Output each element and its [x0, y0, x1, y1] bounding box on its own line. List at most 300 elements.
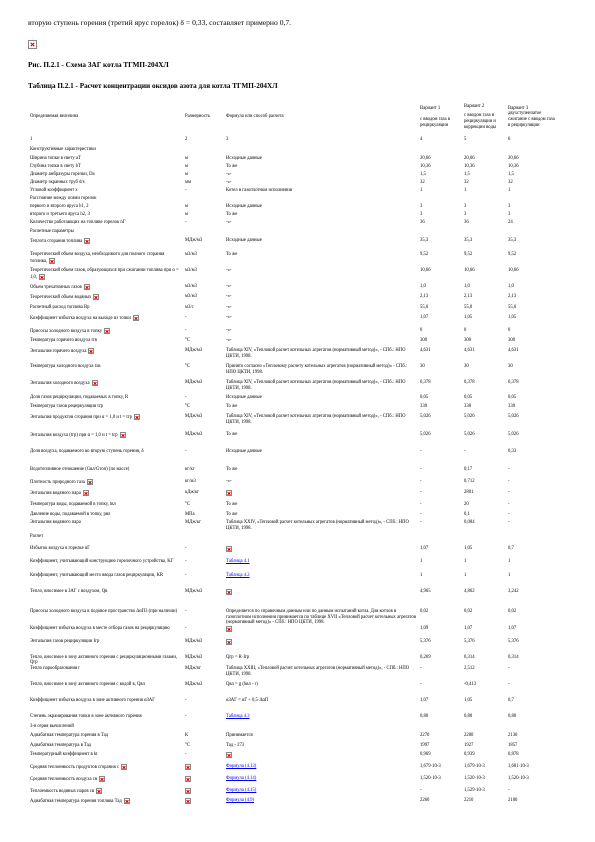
cell-formula	[224, 137, 418, 147]
cell-unit	[183, 137, 224, 147]
cell-formula-text[interactable]: Формула (4.9)	[226, 797, 254, 803]
cell-variant-1	[418, 188, 462, 196]
cell-formula	[224, 380, 418, 395]
cell-variant-3	[506, 764, 560, 776]
cell-unit-text: -	[185, 315, 187, 320]
cell-name	[28, 788, 183, 798]
broken-image-icon	[84, 238, 90, 244]
cell-name	[28, 655, 183, 666]
cell-variant-1	[418, 490, 462, 502]
cell-formula-text: То же	[226, 467, 238, 472]
cell-unit	[183, 338, 224, 348]
cell-name-text: Средняя теплоемкость воздуха св	[30, 777, 98, 783]
cell-variant-3-text: 0,378	[508, 380, 519, 385]
table-row	[28, 294, 560, 305]
cell-variant-2-text: 330	[464, 404, 472, 409]
cell-variant-3	[506, 520, 560, 534]
cell-unit	[183, 733, 224, 743]
cell-variant-2	[462, 172, 506, 180]
table-row	[28, 573, 560, 589]
cell-name-text: Расстояние между осями горелок	[30, 196, 97, 201]
cell-name-text: Энтальпия газов рециркуляции Iгр	[30, 638, 100, 644]
cell-formula-text[interactable]: Формула (4.15)	[226, 787, 257, 793]
cell-variant-1	[418, 520, 462, 534]
cell-formula	[224, 414, 418, 432]
cell-formula	[224, 404, 418, 414]
cell-variant-2	[462, 180, 506, 188]
cell-variant-3	[506, 467, 560, 479]
cell-unit	[183, 724, 224, 733]
cell-variant-3	[506, 479, 560, 490]
cell-variant-1	[418, 252, 462, 268]
cell-formula-text: Исходные данные	[226, 156, 262, 161]
broken-image-icon	[185, 764, 191, 770]
cell-variant-2-text: 5,376	[464, 638, 475, 644]
cell-variant-2-text: 1	[464, 573, 467, 578]
cell-formula	[224, 589, 418, 609]
cell-variant-1-text: 36	[420, 220, 425, 225]
cell-variant-2	[462, 328, 506, 338]
cell-formula-text[interactable]: Формула (4.13)	[226, 763, 257, 769]
broken-image-icon	[83, 490, 89, 496]
broken-image-icon	[88, 348, 94, 354]
table-row	[28, 682, 560, 698]
cell-unit-text: МДж/м3	[185, 589, 203, 594]
cell-unit	[183, 609, 224, 626]
cell-formula-text[interactable]: Таблица 4.2	[226, 573, 250, 578]
cell-variant-3-text: 24	[508, 220, 513, 225]
cell-variant-2-text: 0,378	[464, 380, 475, 385]
cell-unit	[183, 788, 224, 798]
cell-variant-2	[462, 395, 506, 404]
cell-formula	[224, 395, 418, 404]
cell-variant-3	[506, 212, 560, 220]
cell-formula	[224, 520, 418, 534]
cell-unit-text: -	[185, 573, 187, 578]
cell-formula-text: -«-	[226, 268, 232, 273]
cell-variant-1	[418, 172, 462, 180]
cell-formula	[224, 238, 418, 252]
cell-formula	[224, 172, 418, 180]
cell-formula	[224, 348, 418, 364]
cell-variant-3	[506, 380, 560, 395]
cell-name	[28, 724, 183, 733]
cell-formula	[224, 268, 418, 284]
cell-variant-3	[506, 655, 560, 666]
cell-formula-text: Таблица XXIII, «Тепловой расчет котельных агрегатов (нормативный метод)», - СПб.: НПО ЦКТИ, 1998.	[226, 665, 410, 677]
table-row	[28, 238, 560, 252]
cell-unit	[183, 220, 224, 229]
cell-name	[28, 559, 183, 573]
cell-variant-1	[418, 220, 462, 229]
cell-variant-3-text: 1,05	[508, 315, 517, 320]
cell-variant-3	[506, 666, 560, 682]
table-row	[28, 284, 560, 294]
cell-unit-text: МДж/кг	[185, 520, 202, 525]
cell-variant-2-text: 0,939	[464, 751, 475, 757]
cell-variant-3	[506, 364, 560, 380]
cell-variant-3-text: 1,0	[508, 284, 514, 289]
cell-variant-2	[462, 609, 506, 626]
cell-unit	[183, 752, 224, 764]
cell-name-text: Расчет	[30, 534, 44, 539]
cell-name-text: Теоретический объем воздуха, необходимого для полного сгорания топлива,	[30, 252, 165, 264]
cell-variant-3	[506, 284, 560, 294]
cell-variant-2	[462, 196, 506, 204]
cell-variant-3	[506, 196, 560, 204]
cell-unit-text: МДж/кг	[185, 665, 202, 671]
cell-variant-2-text: 4,631	[464, 348, 475, 353]
broken-image-icon	[96, 788, 102, 794]
cell-variant-1-text: -	[420, 520, 422, 525]
cell-unit-text: -	[185, 328, 187, 333]
cell-unit	[183, 655, 224, 666]
cell-variant-3	[506, 512, 560, 520]
cell-variant-1	[418, 733, 462, 743]
cell-formula-text: То же	[226, 502, 238, 507]
cell-name-text: Температурный коэффициент в kt	[30, 751, 98, 757]
cell-variant-1	[418, 512, 462, 520]
cell-variant-3	[506, 328, 560, 338]
cell-name	[28, 395, 183, 404]
cell-unit-text: -	[185, 220, 187, 225]
cell-unit-text: МДж/м3	[185, 414, 203, 419]
table-row	[28, 559, 560, 573]
table-row	[28, 212, 560, 220]
broken-image-icon	[133, 315, 139, 321]
cell-variant-2-text: 0,084	[464, 520, 475, 525]
broken-image-icon	[92, 380, 98, 386]
table-row	[28, 479, 560, 490]
cell-formula	[224, 546, 418, 559]
cell-variant-2-text: 30	[464, 364, 469, 369]
cell-variant-1-text: -	[420, 681, 422, 687]
cell-name-text: Избыток воздуха в горелке αГ	[30, 546, 90, 551]
cell-formula	[224, 666, 418, 682]
broken-image-icon	[87, 479, 93, 485]
variant-1-subtitle: с вводом газа в рециркуляции	[420, 117, 450, 128]
cell-formula	[224, 490, 418, 502]
table-row	[28, 609, 560, 626]
cell-unit-text: °С	[185, 338, 191, 343]
cell-unit-text: мм	[185, 180, 191, 185]
variant-2-title: Вариант 2	[464, 103, 485, 109]
cell-unit-text: м	[185, 164, 188, 169]
cell-variant-3	[506, 147, 560, 156]
cell-variant-2-text: 0	[464, 328, 467, 333]
table-row	[28, 348, 560, 364]
cell-variant-3	[506, 315, 560, 328]
cell-formula-text: Котел в газоплотном исполнении	[226, 188, 293, 193]
broken-image-icon	[226, 546, 232, 552]
cell-variant-3-text: 1	[508, 573, 511, 578]
cell-name-text: Тепло парообразования r	[30, 665, 80, 671]
cell-name	[28, 414, 183, 432]
cell-formula	[224, 204, 418, 212]
cell-variant-2-text: 0,80	[464, 713, 473, 719]
cell-unit-text: -	[185, 713, 187, 719]
cell-variant-3-text: 1	[508, 559, 511, 564]
cell-name-text: Коэффициент избытка воздуха в месте отбора газов на рециркуляцию	[30, 625, 170, 631]
cell-variant-1	[418, 137, 462, 147]
cell-unit	[183, 328, 224, 338]
cell-variant-1-text: 5,376	[420, 638, 431, 644]
cell-formula-text: Определяется по справочным данным или по данным испытаний котла. Для котлов в газоплотном исполнении принимается по таблице XVII «Тепловой расчет котельных агрегатов (нормативный метод)» - СПб.: НПО ЦКТИ, 1998.	[226, 609, 416, 626]
header-variant-2	[462, 97, 506, 137]
cell-variant-1-text: 5,026	[420, 432, 431, 437]
broken-image-icon	[124, 798, 130, 804]
cell-name-text: Коэффициент, учитывающий место ввода газов рециркуляции, KR	[30, 573, 163, 578]
cell-name-text: Давление воды, подаваемой в топку, pвл	[30, 512, 111, 517]
cell-variant-3	[506, 609, 560, 626]
cell-formula-text: αЗАГ = αГ + 0,5·ΔαП	[226, 697, 269, 703]
cell-variant-3	[506, 534, 560, 546]
table-row	[28, 395, 560, 404]
cell-formula-text[interactable]: Формула (4.14)	[226, 775, 257, 781]
cell-variant-1	[418, 573, 462, 589]
cell-unit-text: м3/м3	[185, 284, 197, 289]
cell-name-text: Адиабатная температура горения в Тад	[30, 732, 109, 738]
cell-name	[28, 490, 183, 502]
cell-name	[28, 294, 183, 305]
cell-name	[28, 164, 183, 172]
cell-name-text: Энтальпия воздуха (tгр) при α = 1,0 и t = tгр	[30, 433, 118, 439]
cell-unit-text: МДж/м3	[185, 238, 203, 243]
cell-formula	[224, 502, 418, 512]
table-row	[28, 467, 560, 479]
cell-name	[28, 404, 183, 414]
cell-formula-text: Qвл = g (hвл - r)	[226, 681, 258, 687]
cell-variant-3	[506, 238, 560, 252]
cell-variant-1	[418, 196, 462, 204]
cell-unit-text: -	[185, 449, 187, 454]
cell-variant-2	[462, 743, 506, 752]
cell-variant-2-text: 1,5	[464, 172, 470, 177]
cell-variant-3	[506, 573, 560, 589]
cell-name	[28, 268, 183, 284]
cell-formula	[224, 776, 418, 788]
cell-name-text: Диаметр экранных труб d/s	[30, 180, 85, 185]
cell-name	[28, 666, 183, 682]
cell-formula	[224, 752, 418, 764]
cell-unit-text: м3/с	[185, 305, 194, 310]
cell-variant-3	[506, 698, 560, 714]
cell-unit	[183, 714, 224, 724]
table-row	[28, 788, 560, 798]
figure-caption: Рис. П.2.1 - Схема ЗАГ котла ТГМП-204ХЛ	[28, 61, 169, 69]
table-caption: Таблица П.2.1 - Расчет концентрации оксидов азота для котла ТГМП-204ХЛ	[28, 82, 278, 90]
cell-unit	[183, 188, 224, 196]
cell-name-text: Коэффициент, учитывающий конструкцию горелочного устройства, KГ	[30, 559, 174, 564]
cell-name-text: Энтальпия горячего воздуха	[30, 349, 87, 355]
cell-variant-3-text: -	[508, 520, 510, 525]
cell-name	[28, 364, 183, 380]
cell-unit-text: К	[185, 732, 189, 738]
cell-name-text: 3-я серия вычислений	[30, 723, 74, 729]
cell-unit-text: м	[185, 156, 188, 161]
cell-formula	[224, 338, 418, 348]
cell-variant-3	[506, 137, 560, 147]
cell-name-text: Коэффициент избытка воздуха на выходе из топки	[30, 316, 131, 322]
cell-variant-2-text: 1,520·10-3	[464, 775, 485, 781]
cell-variant-1-text: 35,3	[420, 238, 429, 243]
cell-variant-1	[418, 626, 462, 639]
broken-image-icon	[121, 764, 127, 770]
cell-variant-2	[462, 520, 506, 534]
cell-name-text: Температура горячего воздуха tгв	[30, 338, 97, 343]
cell-variant-2	[462, 798, 506, 805]
cell-name	[28, 546, 183, 559]
cell-variant-3-text: 1857	[508, 742, 518, 748]
cell-variant-3-text: 1	[508, 188, 511, 193]
cell-unit	[183, 404, 224, 414]
cell-name	[28, 626, 183, 639]
cell-unit	[183, 414, 224, 432]
cell-variant-2-text: -0,413	[464, 681, 477, 687]
cell-name-text: Расчетные параметры	[30, 229, 74, 234]
cell-unit-text: -	[185, 751, 187, 757]
cell-formula	[224, 714, 418, 724]
cell-unit	[183, 196, 224, 204]
cell-name	[28, 467, 183, 479]
cell-variant-1	[418, 294, 462, 305]
cell-unit	[183, 467, 224, 479]
cell-variant-2-text: 1,05	[464, 315, 473, 320]
cell-unit	[183, 305, 224, 315]
cell-name	[28, 798, 183, 805]
cell-name-text: Теоретический объем водяных	[30, 295, 92, 301]
cell-variant-1-text: 30	[420, 364, 425, 369]
cell-name-text: 1	[30, 137, 33, 142]
cell-variant-1	[418, 404, 462, 414]
cell-variant-3	[506, 180, 560, 188]
cell-variant-2	[462, 490, 506, 502]
cell-variant-1-text: 0,378	[420, 380, 431, 385]
cell-variant-1-text: 1,679·10-3	[420, 763, 441, 769]
cell-formula	[224, 188, 418, 196]
cell-variant-3-text: 0,05	[508, 395, 517, 400]
cell-variant-2-text: 3	[464, 204, 467, 209]
cell-variant-2	[462, 724, 506, 733]
cell-name	[28, 743, 183, 752]
cell-variant-1-text: 32	[420, 180, 425, 185]
cell-name-text: Доля газов рециркуляции, подаваемых в топку, R	[30, 395, 129, 400]
cell-variant-1	[418, 164, 462, 172]
cell-unit	[183, 698, 224, 714]
cell-variant-3	[506, 338, 560, 348]
cell-variant-1-text: 5,026	[420, 414, 431, 419]
cell-variant-2	[462, 380, 506, 395]
cell-variant-2-text: 1,05	[464, 546, 473, 551]
cell-variant-3	[506, 252, 560, 268]
cell-variant-1	[418, 698, 462, 714]
cell-variant-2	[462, 147, 506, 156]
cell-variant-1-text: 3	[420, 204, 423, 209]
table-row	[28, 414, 560, 432]
cell-variant-2	[462, 338, 506, 348]
cell-formula	[224, 798, 418, 805]
cell-variant-1-text: 0,80	[420, 713, 429, 719]
cell-unit-text: -	[185, 188, 187, 193]
cell-variant-2-text: 0,17	[464, 467, 473, 472]
cell-name-text: Присосы холодного воздуха в подовое пространство ΔαП3 (при наличии)	[30, 609, 178, 614]
table-row	[28, 714, 560, 724]
table-row	[28, 724, 560, 733]
cell-unit-text: МДж/м3	[185, 380, 203, 385]
table-row	[28, 305, 560, 315]
cell-variant-1-text: 3	[420, 212, 423, 217]
cell-unit	[183, 268, 224, 284]
cell-variant-2	[462, 788, 506, 798]
cell-formula-text: -«-	[226, 338, 232, 343]
cell-unit-text: -	[185, 546, 187, 551]
cell-formula	[224, 364, 418, 380]
cell-unit	[183, 626, 224, 639]
table-row	[28, 204, 560, 212]
cell-formula-text[interactable]: Таблица 4.1	[226, 559, 250, 564]
table-row	[28, 432, 560, 449]
cell-variant-3-text: 1,07	[508, 625, 517, 631]
cell-variant-2	[462, 188, 506, 196]
cell-name	[28, 512, 183, 520]
cell-unit	[183, 432, 224, 449]
cell-variant-2	[462, 305, 506, 315]
cell-name-text: Тепло, вносимое в ЗАГ с воздухом, Qв	[30, 589, 108, 594]
cell-variant-1	[418, 479, 462, 490]
broken-image-icon	[93, 294, 99, 300]
cell-name	[28, 147, 183, 156]
cell-unit	[183, 479, 224, 490]
broken-image-icon	[185, 798, 191, 804]
cell-variant-3-text: 0	[508, 328, 511, 333]
cell-variant-3	[506, 164, 560, 172]
cell-variant-2-text: 1,05	[464, 697, 473, 703]
cell-name-text: Объем трехатомных газов	[30, 285, 82, 291]
cell-variant-2	[462, 639, 506, 655]
cell-name-text: Степень экранирования топки в зоне активного горения	[30, 713, 142, 719]
cell-name	[28, 180, 183, 188]
cell-formula-text[interactable]: Таблица 4.3	[226, 713, 250, 719]
table-row	[28, 639, 560, 655]
cell-variant-1	[418, 639, 462, 655]
cell-unit	[183, 164, 224, 172]
cell-variant-2	[462, 348, 506, 364]
cell-unit-text: м3/м3	[185, 294, 197, 299]
cell-variant-3	[506, 449, 560, 467]
cell-variant-3-text: 5,026	[508, 432, 519, 437]
cell-variant-1-text: 1	[420, 559, 423, 564]
cell-unit	[183, 502, 224, 512]
cell-variant-3	[506, 188, 560, 196]
cell-variant-3-text: -	[508, 467, 510, 472]
cell-name	[28, 252, 183, 268]
cell-unit	[183, 395, 224, 404]
cell-variant-3	[506, 798, 560, 805]
cell-name	[28, 764, 183, 776]
cell-variant-2	[462, 220, 506, 229]
cell-variant-1	[418, 502, 462, 512]
broken-image-icon	[28, 40, 37, 49]
cell-name	[28, 212, 183, 220]
cell-variant-1-text: 10,66	[420, 268, 431, 273]
table-row	[28, 449, 560, 467]
table-row	[28, 164, 560, 172]
cell-variant-3-text: 0,7	[508, 697, 514, 703]
cell-name	[28, 137, 183, 147]
cell-unit	[183, 490, 224, 502]
cell-variant-3	[506, 432, 560, 449]
cell-name	[28, 315, 183, 328]
